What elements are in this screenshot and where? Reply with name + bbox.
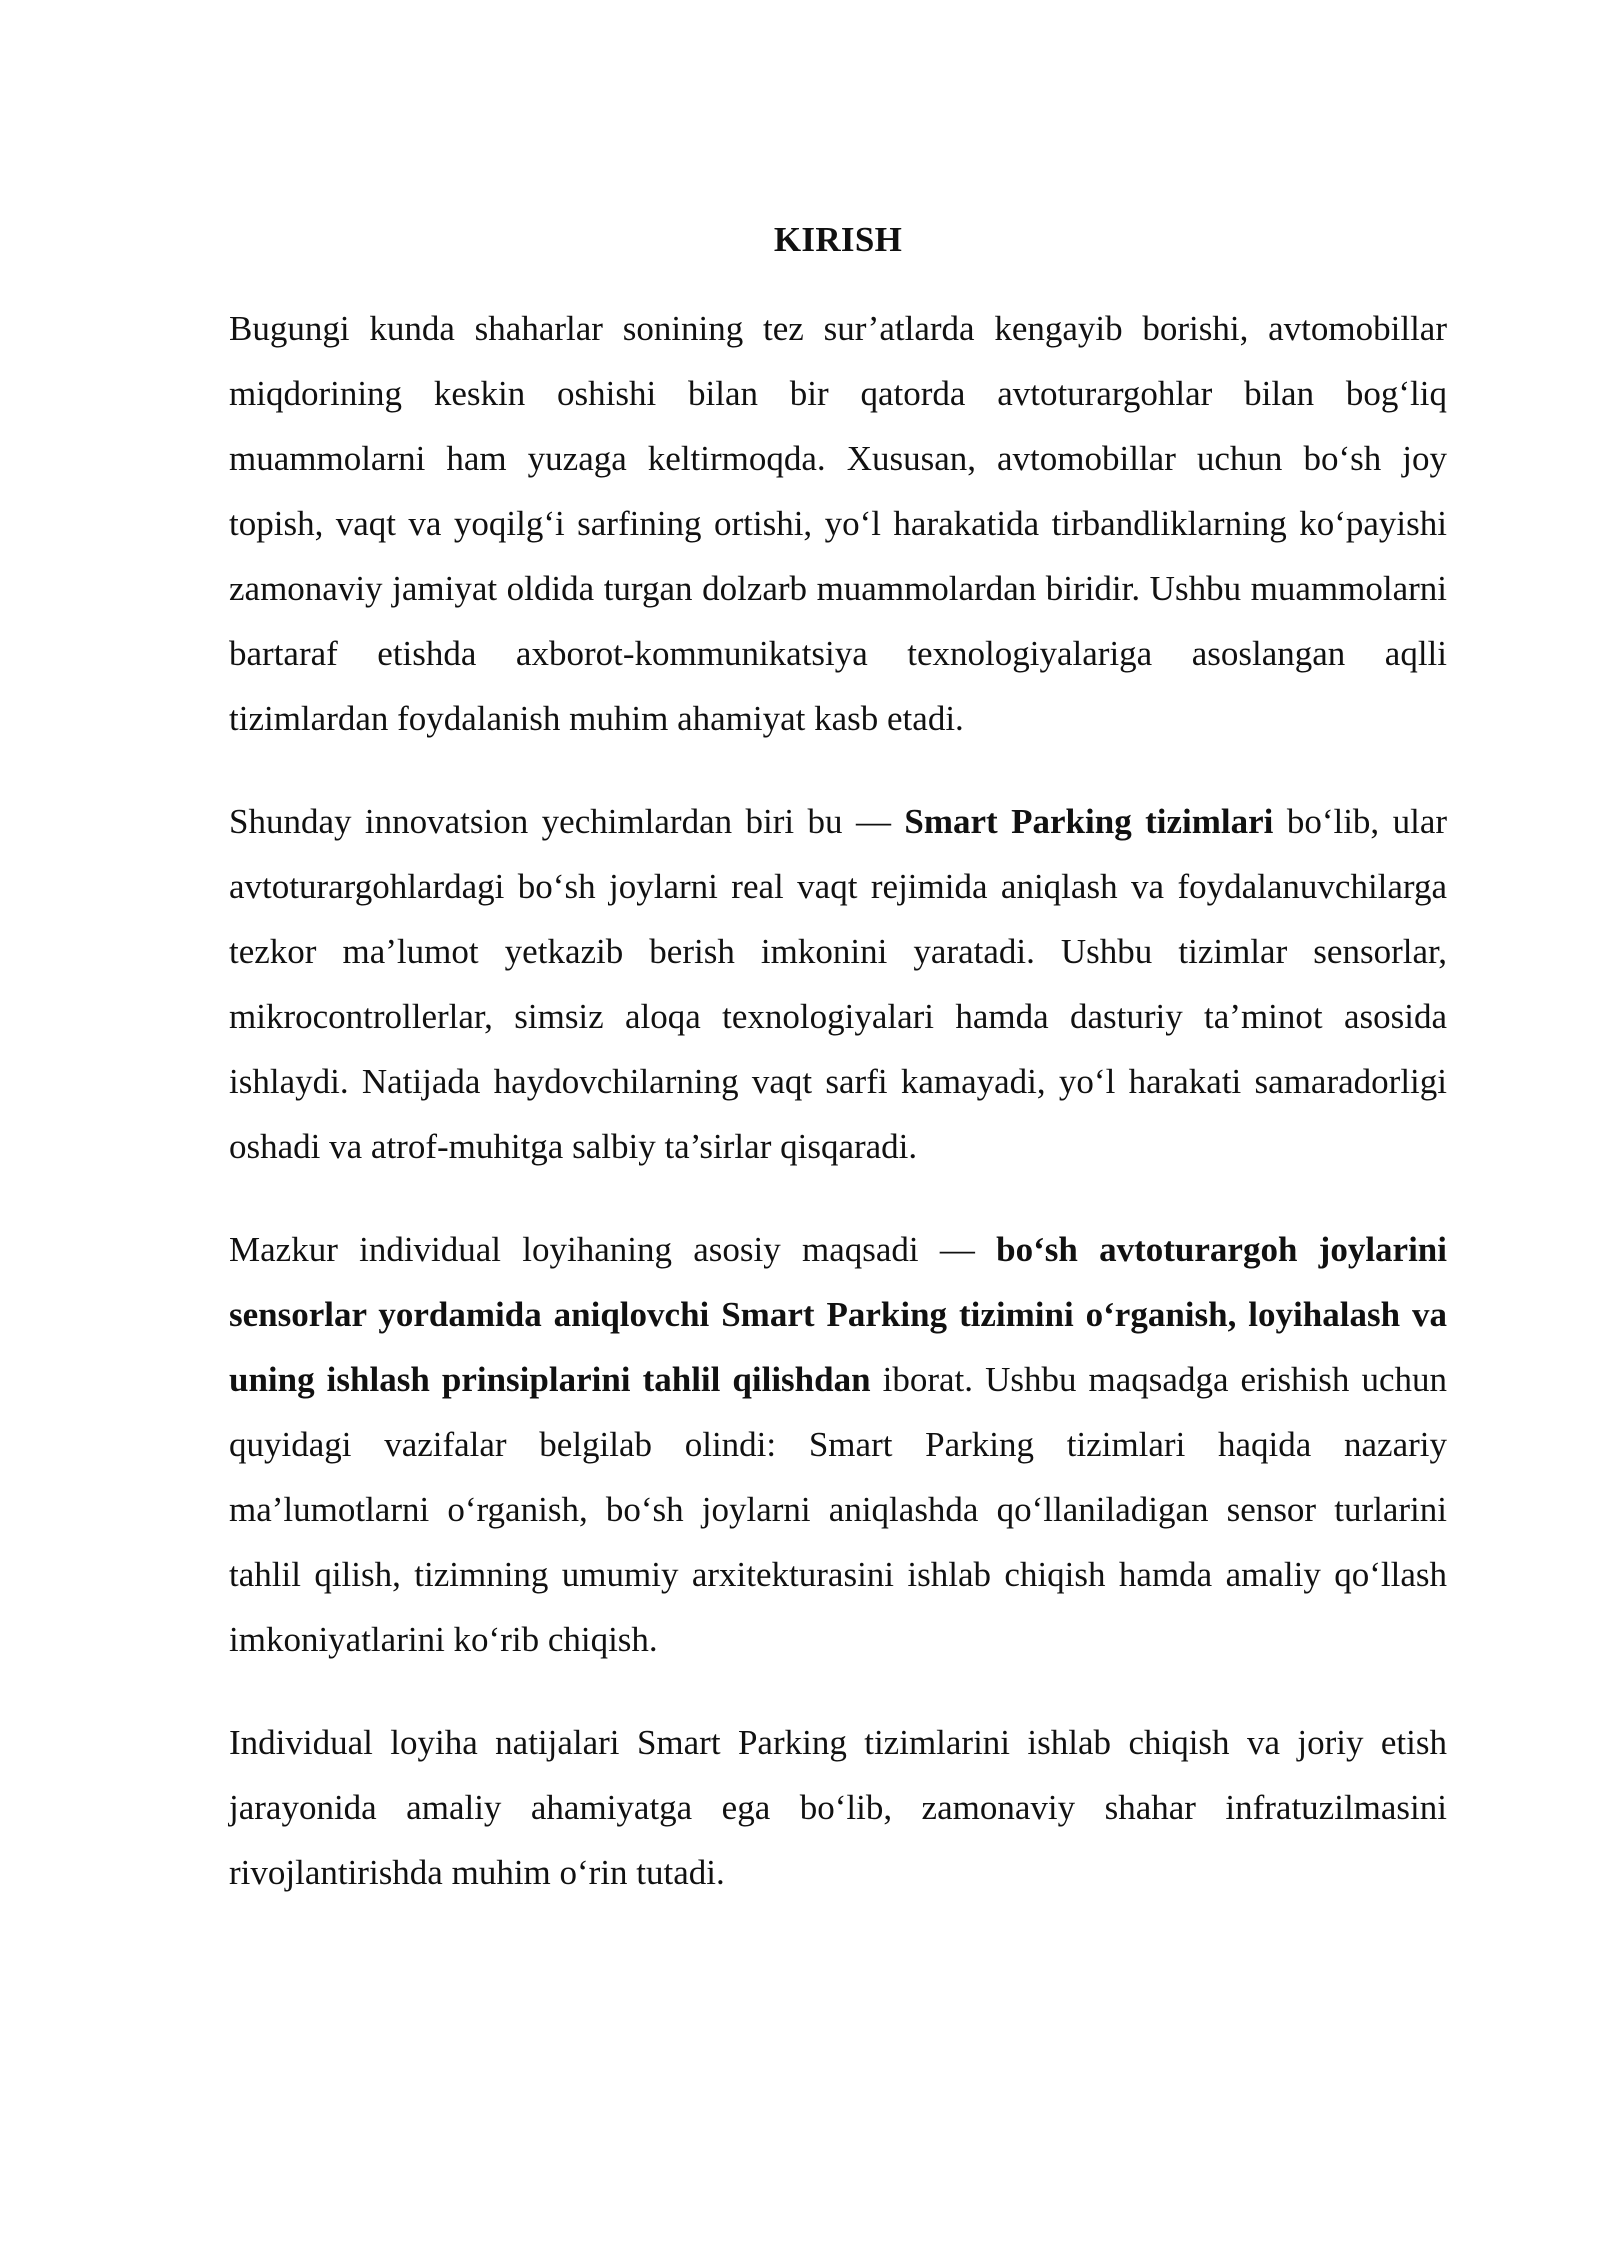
page-title: KIRISH bbox=[773, 220, 903, 259]
document-body bbox=[229, 206, 1447, 1943]
paragraph-2-bold-text: Smart Parking tizimlari bbox=[904, 802, 1274, 841]
paragraph-2-text-end: bo‘lib, ular avtoturargohlardagi bo‘sh joylarni real vaqt rejimida aniqlash va foydalanuvchilarga tezkor ma’lumot yetkazib berish imkonini yaratadi. Ushbu tizimlar sensorlar, mikrocontrollerlar, simsiz aloqa texnologiyalari hamda dasturiy ta’minot asosida ishlaydi. Natijada haydovchilarning vaqt sarfi kamayadi, yo‘l harakati samaradorligi oshadi va atrof-muhitga salbiy ta’sirlar qisqaradi. bbox=[229, 802, 1448, 1166]
paragraph-1-text: Bugungi kunda shaharlar sonining tez sur’atlarda kengayib borishi, avtomobillar miqdorining keskin oshishi bilan bir qatorda avtoturargohlar bilan bog‘liq muammolarni ham yuzaga keltirmoqda. Xususan, avtomobillar uchun bo‘sh joy topish, vaqt va yoqilg‘i sarfining ortishi, yo‘l harakatida tirbandliklarning ko‘payishi zamonaviy jamiyat oldida turgan dolzarb muammolardan biridir. Ushbu muammolarni bartaraf etishda axborot-kommunikatsiya texnologiyalariga asoslangan aqlli tizimlardan foydalanish muhim ahamiyat kasb etadi. bbox=[229, 309, 1447, 738]
paragraph-3-text-end: iborat. Ushbu maqsadga erishish uchun quyidagi vazifalar belgilab olindi: Smart Parking tizimlari haqida nazariy ma’lumotlarni o‘rganish, bo‘sh joylarni aniqlashda qo‘llaniladigan sensor turlarini tahlil qilish, tizimning umumiy arxitekturasini ishlab chiqish hamda amaliy qo‘llash imkoniyatlarini ko‘rib chiqish. bbox=[229, 1360, 1447, 1659]
paragraph-2-text-start: Shunday innovatsion yechimlardan biri bu — bbox=[229, 802, 905, 841]
paragraph-4-text: Individual loyiha natijalari Smart Parking tizimlarini ishlab chiqish va joriy etish jarayonida amaliy ahamiyatga ega bo‘lib, zamonaviy shahar infratuzilmasini rivojlantirishda muhim o‘rin tutadi. bbox=[229, 1723, 1447, 1892]
paragraph-1 bbox=[229, 296, 1447, 751]
paragraph-2 bbox=[229, 789, 1447, 1179]
paragraph-3-text-start: Mazkur individual loyihaning asosiy maqsadi — bbox=[229, 1230, 997, 1269]
paragraph-3 bbox=[229, 1217, 1447, 1672]
paragraph-3-bold-text: bo‘sh avtoturargoh joylarini sensorlar yordamida aniqlovchi Smart Parking tizimini o‘rganish, loyihalash va uning ishlash prinsiplarini tahlil qilishdan bbox=[229, 1230, 1447, 1399]
paragraph-4 bbox=[229, 1710, 1447, 1905]
